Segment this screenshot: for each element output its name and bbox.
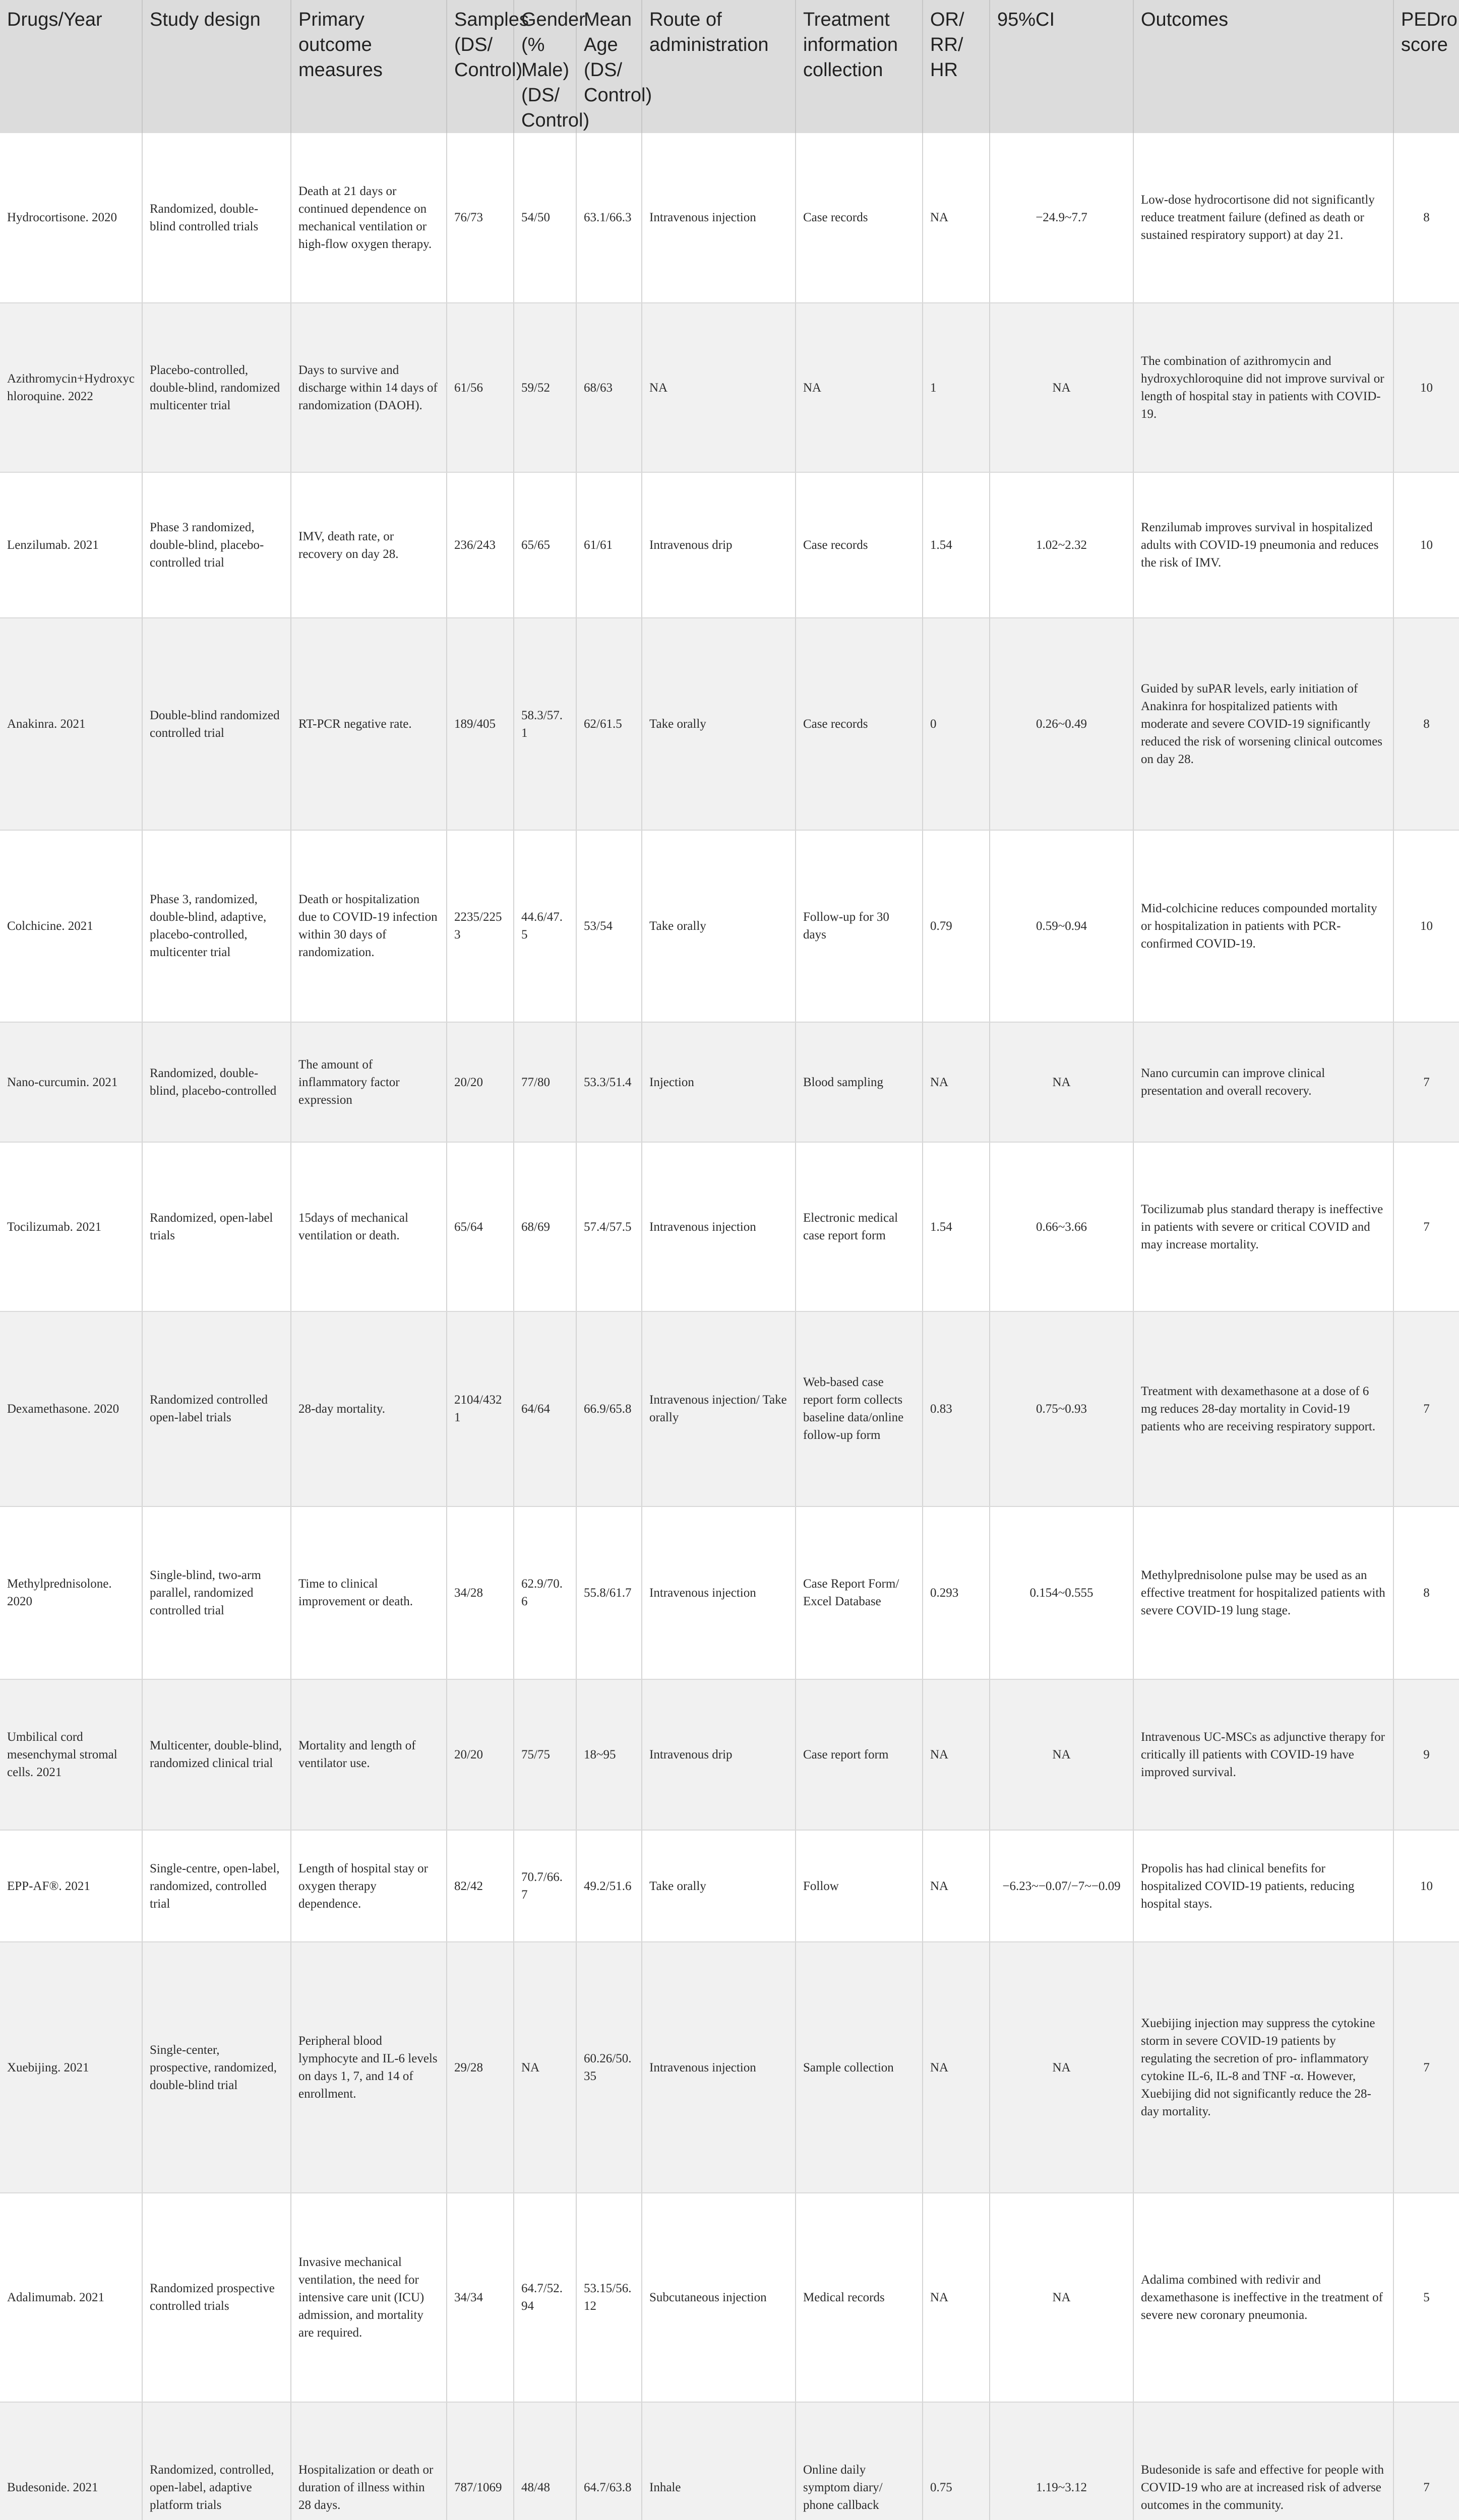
cell-treatment-info: Web-based case report form collects baseline data/online follow-up form [796, 1311, 923, 1506]
table-row [0, 303, 1459, 473]
cell-outcomes: Treatment with dexamethasone at a dose of 6 mg reduces 28-day mortality in Covid-19 patients who are receiving respiratory support. [1133, 1311, 1393, 1506]
cell-mean-age: 53/54 [576, 830, 642, 1022]
cell-study-design: Placebo-controlled, double-blind, randomized multicenter trial [142, 303, 291, 473]
cell-or-rr-hr: NA [923, 2193, 990, 2402]
cell-samples: 2235/2253 [447, 830, 514, 1022]
cell-route: Intravenous injection [642, 1506, 796, 1679]
cell-drug-year: Tocilizumab. 2021 [0, 1142, 142, 1311]
cell-ci95: NA [990, 2193, 1133, 2402]
cell-study-design: Randomized, controlled, open-label, adaptive platform trials [142, 2402, 291, 2520]
table-row [0, 830, 1459, 1022]
cell-outcomes: Guided by suPAR levels, early initiation of Anakinra for hospitalized patients with moderate and severe COVID-19 significantly reduced the risk of worsening clinical outcomes on day 28. [1133, 618, 1393, 830]
cell-drug-year: Xuebijing. 2021 [0, 1942, 142, 2193]
header-gender: Gender (% Male) (DS/ Control) [514, 0, 576, 133]
cell-drug-year: Umbilical cord mesenchymal stromal cells. 2021 [0, 1679, 142, 1831]
cell-treatment-info: NA [796, 303, 923, 473]
cell-outcomes: The combination of azithromycin and hydroxychloroquine did not improve survival or length of hospital stay in patients with COVID-19. [1133, 303, 1393, 473]
cell-outcomes: Nano curcumin can improve clinical presentation and overall recovery. [1133, 1022, 1393, 1143]
cell-route: Intravenous injection [642, 1942, 796, 2193]
cell-gender: 65/65 [514, 472, 576, 618]
cell-ci95: 0.26~0.49 [990, 618, 1133, 830]
cell-study-design: Multicenter, double-blind, randomized clinical trial [142, 1679, 291, 1831]
cell-pedro: 9 [1393, 1679, 1459, 1831]
cell-or-rr-hr: NA [923, 1022, 990, 1143]
cell-route: Intravenous drip [642, 472, 796, 618]
cell-drug-year: Hydrocortisone. 2020 [0, 133, 142, 303]
cell-samples: 34/28 [447, 1506, 514, 1679]
cell-ci95: 0.66~3.66 [990, 1142, 1133, 1311]
cell-samples: 236/243 [447, 472, 514, 618]
cell-drug-year: Azithromycin+Hydroxychloroquine. 2022 [0, 303, 142, 473]
header-pedro: PEDro score [1401, 9, 1457, 55]
cell-or-rr-hr: NA [923, 1679, 990, 1831]
cell-or-rr-hr: 0.75 [923, 2402, 990, 2520]
cell-study-design: Randomized controlled open-label trials [142, 1311, 291, 1506]
cell-ci95: −6.23~−0.07/−7~−0.09 [990, 1830, 1133, 1942]
header-samples: Samples (DS/ Control) [447, 0, 514, 133]
cell-samples: 787/1069 [447, 2402, 514, 2520]
cell-or-rr-hr: NA [923, 1942, 990, 2193]
cell-drug-year: Methylprednisolone. 2020 [0, 1506, 142, 1679]
cell-treatment-info: Online daily symptom diary/ phone callback [796, 2402, 923, 2520]
cell-pedro: 10 [1393, 303, 1459, 473]
cell-pedro: 5 [1393, 2193, 1459, 2402]
table-row [0, 1311, 1459, 1506]
cell-mean-age: 62/61.5 [576, 618, 642, 830]
cell-gender: 64/64 [514, 1311, 576, 1506]
cell-study-design: Single-center, prospective, randomized, double-blind trial [142, 1942, 291, 2193]
table-body [0, 133, 1459, 2520]
cell-or-rr-hr: 0.79 [923, 830, 990, 1022]
cell-pedro: 10 [1393, 1830, 1459, 1942]
cell-samples: 20/20 [447, 1679, 514, 1831]
cell-primary-outcome: Invasive mechanical ventilation, the need for intensive care unit (ICU) admission, and mortality are required. [291, 2193, 447, 2402]
cell-pedro: 8 [1393, 618, 1459, 830]
cell-mean-age: 60.26/50.35 [576, 1942, 642, 2193]
cell-study-design: Randomized prospective controlled trials [142, 2193, 291, 2402]
table-row [0, 1506, 1459, 1679]
cell-primary-outcome: Death at 21 days or continued dependence on mechanical ventilation or high-flow oxygen therapy. [291, 133, 447, 303]
cell-ci95: NA [990, 303, 1133, 473]
cell-route: Take orally [642, 830, 796, 1022]
cell-primary-outcome: Peripheral blood lymphocyte and IL-6 levels on days 1, 7, and 14 of enrollment. [291, 1942, 447, 2193]
cell-outcomes: Propolis has had clinical benefits for hospitalized COVID-19 patients, reducing hospital stays. [1133, 1830, 1393, 1942]
cell-primary-outcome: Hospitalization or death or duration of illness within 28 days. [291, 2402, 447, 2520]
cell-outcomes: Renzilumab improves survival in hospitalized adults with COVID-19 pneumonia and reduces the risk of IMV. [1133, 472, 1393, 618]
header-row [0, 0, 1459, 133]
cell-primary-outcome: 15days of mechanical ventilation or death. [291, 1142, 447, 1311]
cell-or-rr-hr: 1 [923, 303, 990, 473]
cell-outcomes: Xuebijing injection may suppress the cytokine storm in severe COVID-19 patients by regulating the secretion of pro- inflammatory cytokine IL-6, IL-8 and TNF -α. However, Xuebijing did not significantly reduce the 28-day mortality. [1133, 1942, 1393, 2193]
cell-pedro: 7 [1393, 1022, 1459, 1143]
cell-pedro: 10 [1393, 472, 1459, 618]
cell-pedro: 8 [1393, 133, 1459, 303]
header-study-design: Study design [142, 0, 291, 133]
cell-samples: 34/34 [447, 2193, 514, 2402]
cell-ci95: −24.9~7.7 [990, 133, 1133, 303]
cell-gender: 44.6/47.5 [514, 830, 576, 1022]
cell-route: Injection [642, 1022, 796, 1143]
cell-study-design: Phase 3, randomized, double-blind, adaptive, placebo-controlled, multicenter trial [142, 830, 291, 1022]
table-row [0, 1142, 1459, 1311]
cell-outcomes: Low-dose hydrocortisone did not significantly reduce treatment failure (defined as death or sustained respiratory support) at day 21. [1133, 133, 1393, 303]
cell-drug-year: EPP-AF®. 2021 [0, 1830, 142, 1942]
cell-pedro: 10 [1393, 830, 1459, 1022]
cell-route: Take orally [642, 1830, 796, 1942]
cell-pedro: 7 [1393, 1942, 1459, 2193]
cell-route: Intravenous drip [642, 1679, 796, 1831]
cell-drug-year: Anakinra. 2021 [0, 618, 142, 830]
cell-treatment-info: Blood sampling [796, 1022, 923, 1143]
cell-primary-outcome: RT-PCR negative rate. [291, 618, 447, 830]
cell-study-design: Randomized, double-blind, placebo-controlled [142, 1022, 291, 1143]
header-treatment-info: Treatment information collection [796, 0, 923, 133]
header-mean-age: Mean Age (DS/ Control) [576, 0, 642, 133]
cell-primary-outcome: Death or hospitalization due to COVID-19 infection within 30 days of randomization. [291, 830, 447, 1022]
cell-mean-age: 61/61 [576, 472, 642, 618]
cell-ci95: NA [990, 1022, 1133, 1143]
cell-route: Intravenous injection [642, 1142, 796, 1311]
table-row [0, 2193, 1459, 2402]
cell-outcomes: Mid-colchicine reduces compounded mortality or hospitalization in patients with PCR-confirmed COVID-19. [1133, 830, 1393, 1022]
header-ci95: 95%CI [990, 0, 1133, 133]
cell-or-rr-hr: NA [923, 1830, 990, 1942]
cell-pedro: 7 [1393, 2402, 1459, 2520]
cell-primary-outcome: Days to survive and discharge within 14 days of randomization (DAOH). [291, 303, 447, 473]
cell-study-design: Phase 3 randomized, double-blind, placebo-controlled trial [142, 472, 291, 618]
cell-ci95: NA [990, 1679, 1133, 1831]
cell-primary-outcome: 28-day mortality. [291, 1311, 447, 1506]
cell-drug-year: Colchicine. 2021 [0, 830, 142, 1022]
cell-route: Subcutaneous injection [642, 2193, 796, 2402]
table-row [0, 2402, 1459, 2520]
cell-outcomes: Adalima combined with redivir and dexamethasone is ineffective in the treatment of severe new coronary pneumonia. [1133, 2193, 1393, 2402]
cell-study-design: Randomized, double-blind controlled trials [142, 133, 291, 303]
cell-primary-outcome: IMV, death rate, or recovery on day 28. [291, 472, 447, 618]
cell-pedro: 8 [1393, 1506, 1459, 1679]
cell-or-rr-hr: 0.83 [923, 1311, 990, 1506]
cell-mean-age: 18~95 [576, 1679, 642, 1831]
cell-pedro: 7 [1393, 1142, 1459, 1311]
cell-mean-age: 68/63 [576, 303, 642, 473]
cell-mean-age: 66.9/65.8 [576, 1311, 642, 1506]
cell-mean-age: 53.15/56.12 [576, 2193, 642, 2402]
cell-drug-year: Nano-curcumin. 2021 [0, 1022, 142, 1143]
table-row [0, 472, 1459, 618]
cell-outcomes: Intravenous UC-MSCs as adjunctive therapy for critically ill patients with COVID-19 have improved survival. [1133, 1679, 1393, 1831]
cell-treatment-info: Medical records [796, 2193, 923, 2402]
cell-outcomes: Tocilizumab plus standard therapy is ineffective in patients with severe or critical COVID and may increase mortality. [1133, 1142, 1393, 1311]
cell-or-rr-hr: NA [923, 133, 990, 303]
cell-ci95: 0.59~0.94 [990, 830, 1133, 1022]
cell-ci95: 1.02~2.32 [990, 472, 1133, 618]
header-or-rr-hr: OR/ RR/ HR [923, 0, 990, 133]
cell-route: Intravenous injection/ Take orally [642, 1311, 796, 1506]
table-header [0, 0, 1459, 133]
cell-gender: 70.7/66.7 [514, 1830, 576, 1942]
cell-samples: 189/405 [447, 618, 514, 830]
cell-or-rr-hr: 0 [923, 618, 990, 830]
cell-samples: 20/20 [447, 1022, 514, 1143]
header-primary-outcome: Primary outcome measures [291, 0, 447, 133]
table-row [0, 618, 1459, 830]
table-row [0, 133, 1459, 303]
cell-samples: 29/28 [447, 1942, 514, 2193]
cell-treatment-info: Electronic medical case report form [796, 1142, 923, 1311]
cell-ci95: 0.75~0.93 [990, 1311, 1133, 1506]
cell-ci95: 1.19~3.12 [990, 2402, 1133, 2520]
cell-samples: 2104/4321 [447, 1311, 514, 1506]
cell-mean-age: 63.1/66.3 [576, 133, 642, 303]
cell-treatment-info: Case Report Form/ Excel Database [796, 1506, 923, 1679]
cell-study-design: Randomized, open-label trials [142, 1142, 291, 1311]
cell-drug-year: Adalimumab. 2021 [0, 2193, 142, 2402]
cell-route: NA [642, 303, 796, 473]
cell-or-rr-hr: 1.54 [923, 472, 990, 618]
cell-samples: 61/56 [447, 303, 514, 473]
cell-gender: 62.9/70.6 [514, 1506, 576, 1679]
cell-primary-outcome: Mortality and length of ventilator use. [291, 1679, 447, 1831]
cell-study-design: Double-blind randomized controlled trial [142, 618, 291, 830]
cell-or-rr-hr: 0.293 [923, 1506, 990, 1679]
cell-study-design: Single-blind, two-arm parallel, randomized controlled trial [142, 1506, 291, 1679]
cell-gender: 54/50 [514, 133, 576, 303]
cell-gender: 48/48 [514, 2402, 576, 2520]
cell-outcomes: Budesonide is safe and effective for people with COVID-19 who are at increased risk of adverse outcomes in the community. [1133, 2402, 1393, 2520]
header-drug-year: Drugs/Year [0, 0, 142, 133]
cell-primary-outcome: The amount of inflammatory factor expression [291, 1022, 447, 1143]
cell-treatment-info: Case records [796, 618, 923, 830]
cell-treatment-info: Follow-up for 30 days [796, 830, 923, 1022]
cell-mean-age: 57.4/57.5 [576, 1142, 642, 1311]
cell-gender: NA [514, 1942, 576, 2193]
header-route: Route of administration [642, 0, 796, 133]
cell-route: Inhale [642, 2402, 796, 2520]
cell-outcomes: Methylprednisolone pulse may be used as an effective treatment for hospitalized patients with severe COVID-19 lung stage. [1133, 1506, 1393, 1679]
table-row [0, 1942, 1459, 2193]
cell-route: Take orally [642, 618, 796, 830]
cell-study-design: Single-centre, open-label, randomized, controlled trial [142, 1830, 291, 1942]
cell-primary-outcome: Time to clinical improvement or death. [291, 1506, 447, 1679]
cell-treatment-info: Case records [796, 133, 923, 303]
cell-samples: 76/73 [447, 133, 514, 303]
cell-mean-age: 64.7/63.8 [576, 2402, 642, 2520]
cell-mean-age: 53.3/51.4 [576, 1022, 642, 1143]
cell-route: Intravenous injection [642, 133, 796, 303]
cell-ci95: 0.154~0.555 [990, 1506, 1133, 1679]
cell-mean-age: 55.8/61.7 [576, 1506, 642, 1679]
cell-gender: 75/75 [514, 1679, 576, 1831]
cell-ci95: NA [990, 1942, 1133, 2193]
cell-samples: 65/64 [447, 1142, 514, 1311]
table-row [0, 1830, 1459, 1942]
cell-treatment-info: Case report form [796, 1679, 923, 1831]
cell-treatment-info: Case records [796, 472, 923, 618]
cell-pedro: 7 [1393, 1311, 1459, 1506]
cell-or-rr-hr: 1.54 [923, 1142, 990, 1311]
cell-drug-year: Dexamethasone. 2020 [0, 1311, 142, 1506]
cell-treatment-info: Follow [796, 1830, 923, 1942]
cell-gender: 59/52 [514, 303, 576, 473]
table-row [0, 1022, 1459, 1143]
cell-gender: 68/69 [514, 1142, 576, 1311]
cell-gender: 77/80 [514, 1022, 576, 1143]
cell-gender: 58.3/57.1 [514, 618, 576, 830]
cell-mean-age: 49.2/51.6 [576, 1830, 642, 1942]
cell-gender: 64.7/52.94 [514, 2193, 576, 2402]
cell-samples: 82/42 [447, 1830, 514, 1942]
cell-treatment-info: Sample collection [796, 1942, 923, 2193]
header-outcomes: Outcomes [1133, 0, 1393, 133]
cell-drug-year: Budesonide. 2021 [0, 2402, 142, 2520]
cell-primary-outcome: Length of hospital stay or oxygen therapy dependence. [291, 1830, 447, 1942]
table-row [0, 1679, 1459, 1831]
cell-drug-year: Lenzilumab. 2021 [0, 472, 142, 618]
